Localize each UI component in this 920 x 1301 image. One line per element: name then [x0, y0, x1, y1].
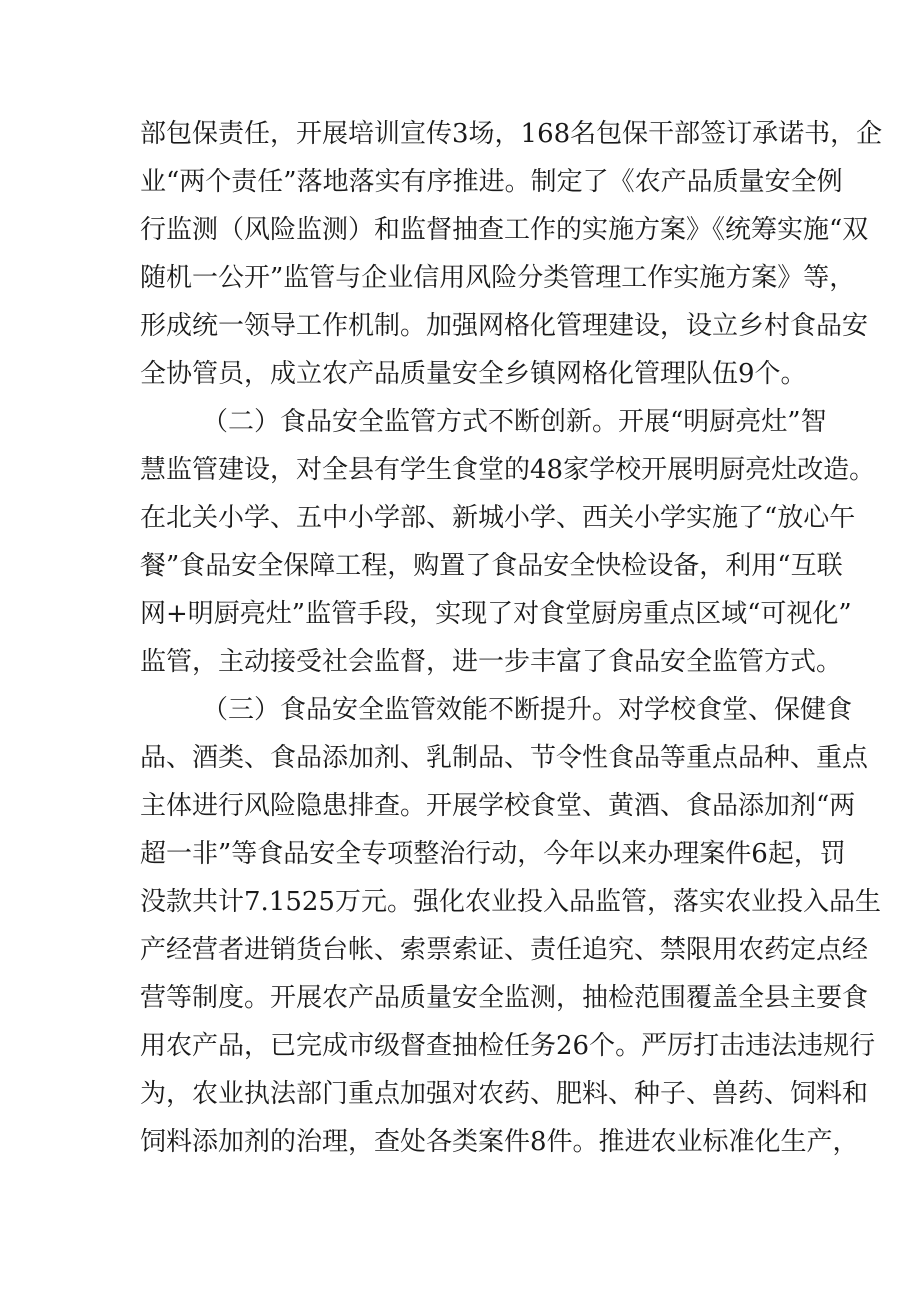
- text-line: 全协管员，成立农产品质量安全乡镇网格化管理队伍9个。: [140, 359, 807, 389]
- text-line: 为，农业执法部门重点加强对农药、肥料、种子、兽药、饲料和: [140, 1079, 869, 1109]
- paragraph-3: [140, 686, 881, 1166]
- text-line: 品、酒类、食品添加剂、乳制品、节令性食品等重点品种、重点: [140, 743, 869, 773]
- text-line: 部包保责任，开展培训宣传3场，168名包保干部签订承诺书，企: [140, 119, 883, 149]
- text-line: 行监测（风险监测）和监督抽查工作的实施方案》《统筹实施“双: [140, 215, 869, 245]
- text-line: 慧监管建设，对全县有学生食堂的48家学校开展明厨亮灶改造。: [140, 455, 876, 485]
- text-line: 形成统一领导工作机制。加强网格化管理建设，设立乡村食品安: [140, 311, 869, 341]
- text-line: 餐”食品安全保障工程，购置了食品安全快检设备，利用“互联: [140, 551, 843, 581]
- text-line: 监管，主动接受社会监督，进一步丰富了食品安全监管方式。: [140, 647, 843, 677]
- body-text: [140, 110, 883, 1166]
- text-line: （二）食品安全监管方式不断创新。开展“明厨亮灶”智: [202, 407, 827, 437]
- paragraph-1: [140, 110, 883, 398]
- text-line: 营等制度。开展农产品质量安全监测，抽检范围覆盖全县主要食: [140, 983, 869, 1013]
- text-line: 网+明厨亮灶”监管手段，实现了对食堂厨房重点区域“可视化”: [140, 599, 852, 629]
- text-line: 在北关小学、五中小学部、新城小学、西关小学实施了“放心午: [140, 503, 856, 533]
- text-line: 饲料添加剂的治理，查处各类案件8件。推进农业标准化生产，: [140, 1127, 859, 1157]
- text-line: 用农产品，已完成市级督查抽检任务26个。严厉打击违法违规行: [140, 1031, 876, 1061]
- text-line: 没款共计7.1525万元。强化农业投入品监管，落实农业投入品生: [140, 887, 881, 917]
- text-line: 超一非”等食品安全专项整治行动，今年以来办理案件6起，罚: [140, 839, 846, 869]
- text-line: 产经营者进销货台帐、索票索证、责任追究、禁限用农药定点经: [140, 935, 869, 965]
- text-line: （三）食品安全监管效能不断提升。对学校食堂、保健食: [202, 695, 853, 725]
- paragraph-2: [140, 398, 876, 686]
- text-line: 业“两个责任”落地落实有序推进。制定了《农产品质量安全例: [140, 167, 843, 197]
- text-line: 主体进行风险隐患排查。开展学校食堂、黄酒、食品添加剂“两: [140, 791, 856, 821]
- text-line: 随机一公开”监管与企业信用风险分类管理工作实施方案》等，: [140, 263, 856, 293]
